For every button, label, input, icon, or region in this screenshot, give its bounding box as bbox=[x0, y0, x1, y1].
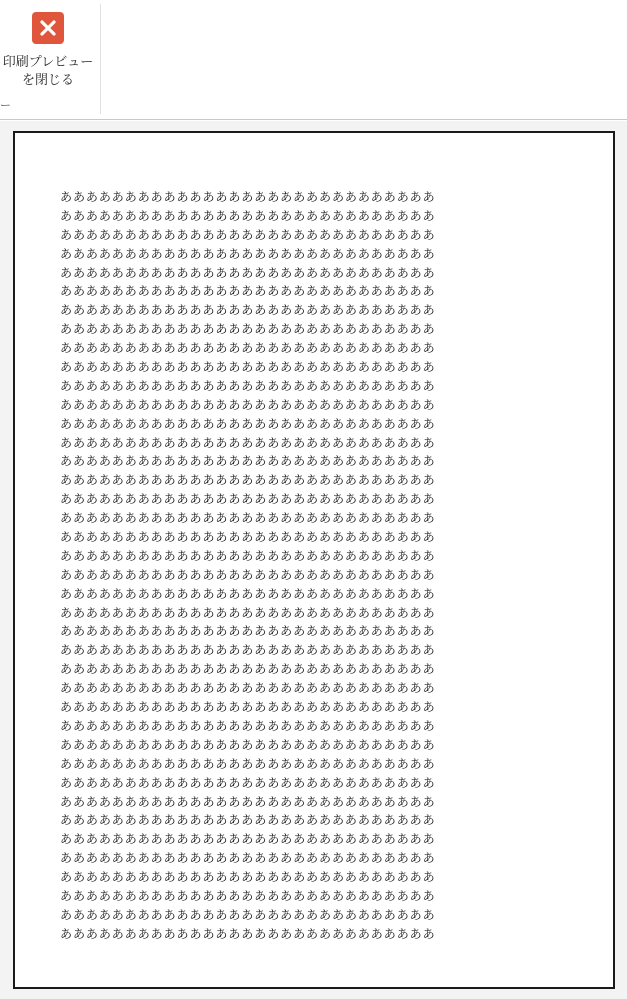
page-text-line: あああああああああああああああああああああああああああああ bbox=[60, 265, 436, 280]
page-text-line: あああああああああああああああああああああああああああああ bbox=[60, 794, 436, 809]
page-text-line: あああああああああああああああああああああああああああああ bbox=[60, 341, 436, 356]
page-text-line: あああああああああああああああああああああああああああああ bbox=[60, 586, 436, 601]
print-preview-area[interactable] bbox=[0, 121, 627, 999]
page-text-line: あああああああああああああああああああああああああああああ bbox=[60, 227, 436, 242]
page-text-line: あああああああああああああああああああああああああああああ bbox=[60, 624, 436, 639]
preview-page bbox=[13, 131, 615, 989]
page-text-line: あああああああああああああああああああああああああああああ bbox=[60, 718, 436, 733]
close-label-line1: 印刷プレビュー bbox=[2, 55, 94, 70]
close-icon bbox=[32, 12, 64, 44]
page-text-line: あああああああああああああああああああああああああああああ bbox=[60, 246, 436, 261]
page-text-line: あああああああああああああああああああああああああああああ bbox=[60, 492, 436, 507]
close-label-line2: を閉じる bbox=[21, 73, 74, 88]
page-text-line: あああああああああああああああああああああああああああああ bbox=[60, 284, 436, 299]
page-text-line: あああああああああああああああああああああああああああああ bbox=[60, 870, 436, 885]
page-text-line: あああああああああああああああああああああああああああああ bbox=[60, 397, 436, 412]
ribbon bbox=[0, 0, 627, 120]
page-text-line: あああああああああああああああああああああああああああああ bbox=[60, 378, 436, 393]
page-text-line: あああああああああああああああああああああああああああああ bbox=[60, 208, 436, 223]
page-text-line: あああああああああああああああああああああああああああああ bbox=[60, 832, 436, 847]
close-print-preview-button[interactable] bbox=[2, 4, 94, 94]
ribbon-group-label: ー bbox=[0, 99, 11, 112]
page-text-line: あああああああああああああああああああああああああああああ bbox=[60, 605, 436, 620]
page-text-line: あああああああああああああああああああああああああああああ bbox=[60, 435, 436, 450]
close-print-preview-label bbox=[2, 54, 94, 90]
page-text-line: あああああああああああああああああああああああああああああ bbox=[60, 737, 436, 752]
page-text-line: あああああああああああああああああああああああああああああ bbox=[60, 360, 436, 375]
page-text-line: あああああああああああああああああああああああああああああ bbox=[60, 322, 436, 337]
page-text-line: あああああああああああああああああああああああああああああ bbox=[60, 888, 436, 903]
page-text-line: あああああああああああああああああああああああああああああ bbox=[60, 813, 436, 828]
page-text-line: あああああああああああああああああああああああああああああ bbox=[60, 851, 436, 866]
page-text-line: あああああああああああああああああああああああああああああ bbox=[60, 700, 436, 715]
page-text-line: あああああああああああああああああああああああああああああ bbox=[60, 756, 436, 771]
page-text-line: あああああああああああああああああああああああああああああ bbox=[60, 775, 436, 790]
page-text-line: あああああああああああああああああああああああああああああ bbox=[60, 190, 436, 204]
page-text-line: あああああああああああああああああああああああああああああ bbox=[60, 662, 436, 677]
page-text-line: あああああああああああああああああああああああああああああ bbox=[60, 511, 436, 526]
page-text-line: あああああああああああああああああああああああああああああ bbox=[60, 907, 436, 922]
page-text-line: あああああああああああああああああああああああああああああ bbox=[60, 643, 436, 658]
page-text-line: あああああああああああああああああああああああああああああ bbox=[60, 567, 436, 582]
page-text-line: あああああああああああああああああああああああああああああ bbox=[60, 548, 436, 563]
page-text-body bbox=[60, 188, 575, 944]
page-text-line: あああああああああああああああああああああああああああああ bbox=[60, 416, 436, 431]
page-text-line: あああああああああああああああああああああああああああああ bbox=[60, 473, 436, 488]
ribbon-group-divider bbox=[100, 4, 101, 114]
page-text-line: あああああああああああああああああああああああああああああ bbox=[60, 530, 436, 545]
page-text-line: あああああああああああああああああああああああああああああ bbox=[60, 681, 436, 696]
page-text-line: あああああああああああああああああああああああああああああ bbox=[60, 303, 436, 318]
page-text-line: あああああああああああああああああああああああああああああ bbox=[60, 926, 436, 941]
page-text-line: あああああああああああああああああああああああああああああ bbox=[60, 454, 436, 469]
